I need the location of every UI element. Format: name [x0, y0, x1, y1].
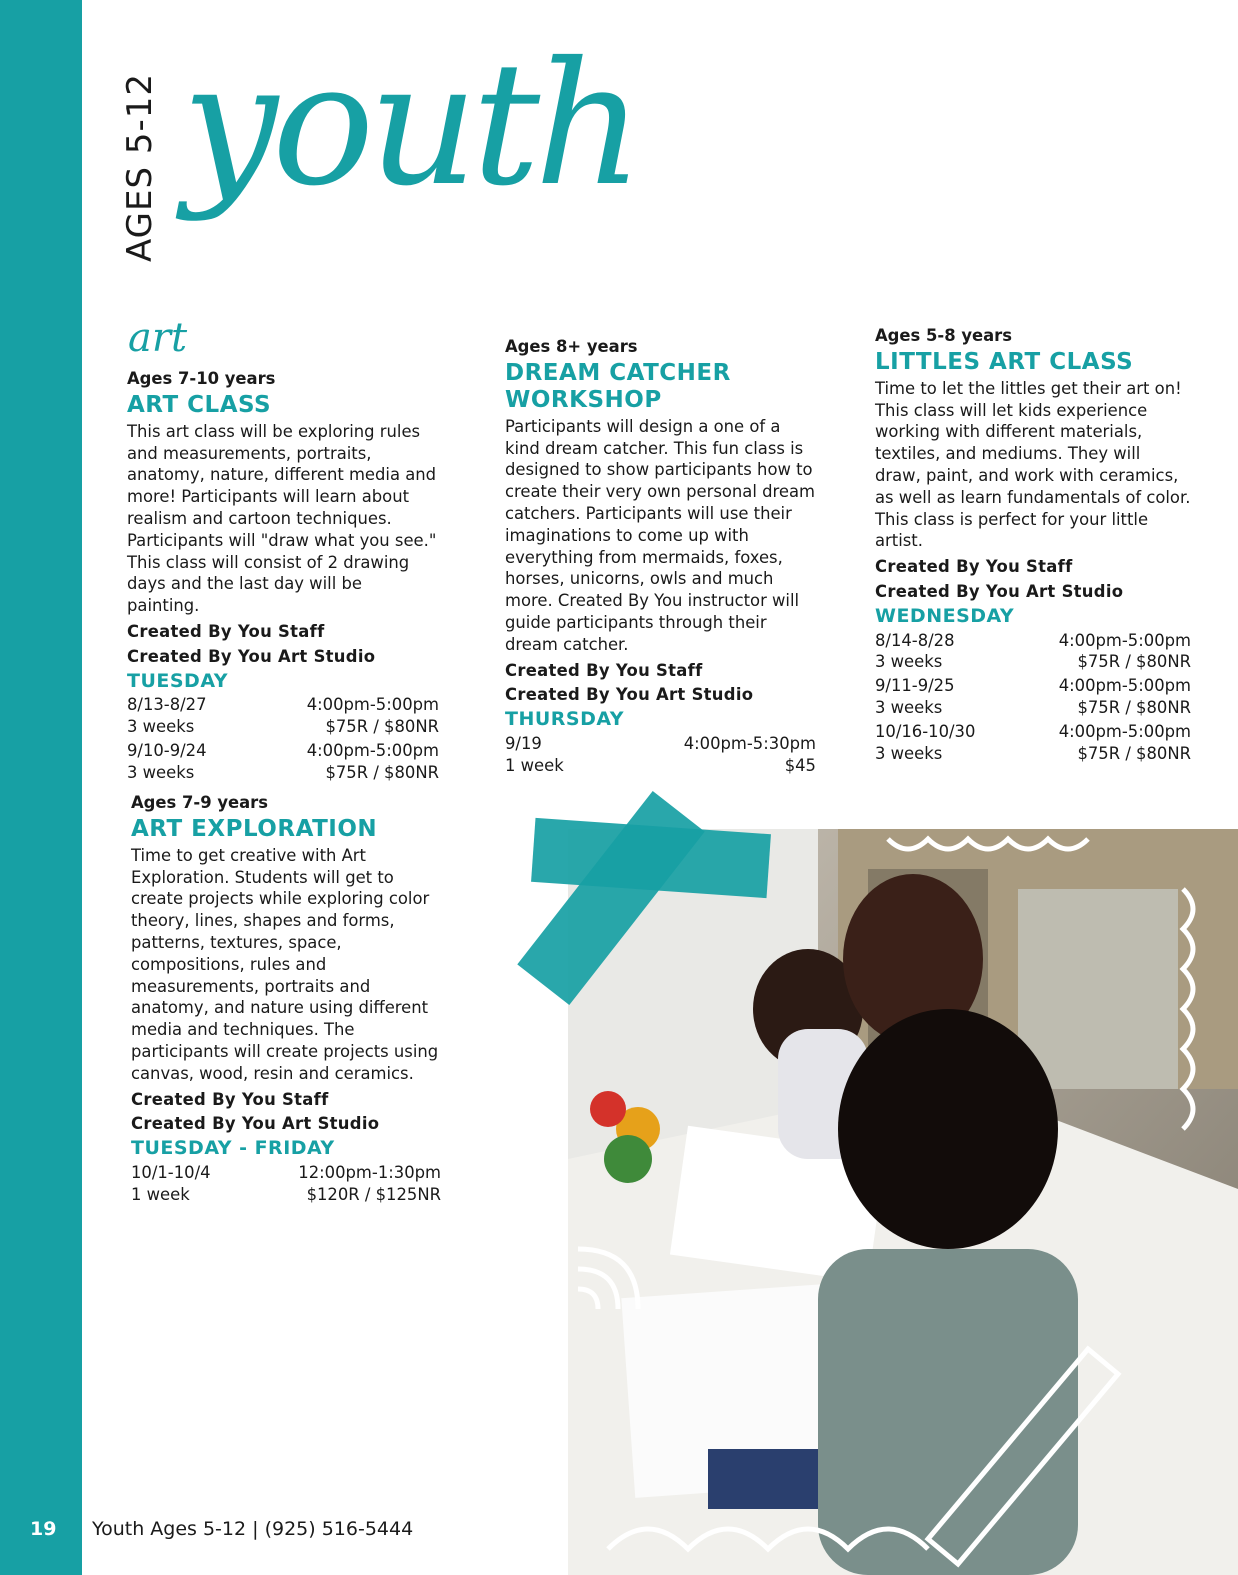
class-name: DREAM CATCHER WORKSHOP — [505, 359, 731, 413]
class-name: ART CLASS — [127, 391, 272, 418]
session-time: 4:00pm-5:00pm — [306, 695, 439, 715]
session-length: 1 week — [131, 1184, 190, 1204]
session-length: 3 weeks — [127, 717, 195, 737]
session-time: 4:00pm-5:00pm — [1058, 721, 1191, 741]
session-row — [127, 694, 439, 716]
session-row — [127, 716, 439, 738]
class-description: Time to let the littles get their art on! This class will let kids experience working with different materials, textiles, and mediums. They will draw, paint, and work with ceramics, as well as learn fundamentals of color. This class is perfect for your little artist. — [875, 378, 1191, 551]
session-row — [127, 762, 439, 784]
class-day: TUESDAY — [127, 669, 228, 692]
page-number: 19 — [30, 1518, 57, 1540]
session-time: 4:00pm-5:00pm — [1058, 676, 1191, 696]
class-block-littles-art — [875, 325, 1191, 764]
instructor: Created By You Staff — [127, 621, 325, 641]
session-length: 3 weeks — [875, 697, 943, 717]
session-dates: 10/16-10/30 — [875, 721, 976, 741]
location: Created By You Art Studio — [875, 581, 1124, 601]
class-description: Participants will design a one of a kind dream catcher. This fun class is designed to show participants how to create their very own personal dream catchers. Participants will use their imaginations to come up with everything from mermaids, foxes, horses, unicorns, owls and much more. Created By You instructor will guide participants through their dream catcher. — [505, 416, 815, 654]
session-price: $75R / $80NR — [1077, 743, 1191, 763]
session-dates: 8/13-8/27 — [127, 695, 207, 715]
session-dates: 8/14-8/28 — [875, 630, 955, 650]
session-item — [127, 694, 439, 738]
session-item — [131, 1162, 441, 1206]
class-description: This art class will be exploring rules and measurements, portraits, anatomy, nature, different media and more! Participants will learn about realism and cartoon techniques. Participants will "draw what you see." This class will consist of 2 drawing days and the last day will be painting. — [127, 421, 437, 616]
sidebar-band — [0, 0, 82, 1575]
class-name: ART EXPLORATION — [131, 815, 378, 842]
session-row — [875, 651, 1191, 673]
session-dates: 9/19 — [505, 733, 542, 753]
script-subtitle: art — [128, 315, 188, 361]
instructor: Created By You Staff — [131, 1089, 329, 1109]
session-row — [131, 1184, 441, 1206]
class-block-art-class — [127, 368, 439, 784]
session-item — [127, 740, 439, 784]
session-price: $75R / $80NR — [1077, 652, 1191, 672]
script-title: youth — [182, 26, 638, 224]
session-time: 4:00pm-5:00pm — [1058, 630, 1191, 650]
session-dates: 10/1-10/4 — [131, 1162, 211, 1182]
session-item — [875, 630, 1191, 674]
session-time: 12:00pm-1:30pm — [298, 1162, 441, 1182]
class-block-dream-catcher — [505, 336, 816, 777]
class-photo — [568, 829, 1238, 1575]
class-description: Time to get creative with Art Exploration. Students will get to create projects while exploring color theory, lines, shapes and forms, patterns, textures, space, compositions, rules and measurements, portraits and anatomy, and nature using different media and techniques. The participants will create projects using canvas, wood, resin and ceramics. — [131, 845, 439, 1083]
location: Created By You Art Studio — [127, 646, 376, 666]
session-item — [875, 675, 1191, 719]
location: Created By You Art Studio — [131, 1114, 380, 1134]
session-row — [875, 630, 1191, 652]
instructor: Created By You Staff — [875, 557, 1073, 577]
age-range: Ages 7-10 years — [127, 369, 276, 388]
footer-text: Youth Ages 5-12 | (925) 516-5444 — [92, 1518, 414, 1540]
class-name: LITTLES ART CLASS — [875, 348, 1134, 375]
age-range: Ages 5-8 years — [875, 326, 1013, 345]
session-row — [875, 721, 1191, 743]
age-range: Ages 7-9 years — [131, 793, 269, 812]
session-dates: 9/10-9/24 — [127, 740, 207, 760]
age-range: Ages 8+ years — [505, 337, 638, 356]
class-day: WEDNESDAY — [875, 604, 1015, 627]
class-day: THURSDAY — [505, 708, 625, 731]
session-length: 1 week — [505, 755, 564, 775]
session-price: $120R / $125NR — [306, 1184, 441, 1204]
class-block-art-exploration — [131, 792, 441, 1206]
session-row — [505, 755, 816, 777]
ages-vertical-label: AGES 5-12 — [120, 72, 160, 262]
session-price: $75R / $80NR — [325, 717, 439, 737]
session-time: 4:00pm-5:30pm — [683, 733, 816, 753]
session-row — [127, 740, 439, 762]
session-length: 3 weeks — [875, 743, 943, 763]
session-item — [505, 733, 816, 777]
session-row — [875, 675, 1191, 697]
session-row — [131, 1162, 441, 1184]
session-dates: 9/11-9/25 — [875, 676, 955, 696]
location: Created By You Art Studio — [505, 685, 754, 705]
session-length: 3 weeks — [875, 652, 943, 672]
session-row — [875, 743, 1191, 765]
session-row — [875, 697, 1191, 719]
photo-illustration — [568, 829, 1238, 1575]
class-day: TUESDAY - FRIDAY — [131, 1137, 335, 1160]
instructor: Created By You Staff — [505, 660, 703, 680]
session-time: 4:00pm-5:00pm — [306, 740, 439, 760]
session-price: $75R / $80NR — [325, 762, 439, 782]
session-item — [875, 721, 1191, 765]
session-row — [505, 733, 816, 755]
session-length: 3 weeks — [127, 762, 195, 782]
session-price: $45 — [784, 755, 816, 775]
session-price: $75R / $80NR — [1077, 697, 1191, 717]
